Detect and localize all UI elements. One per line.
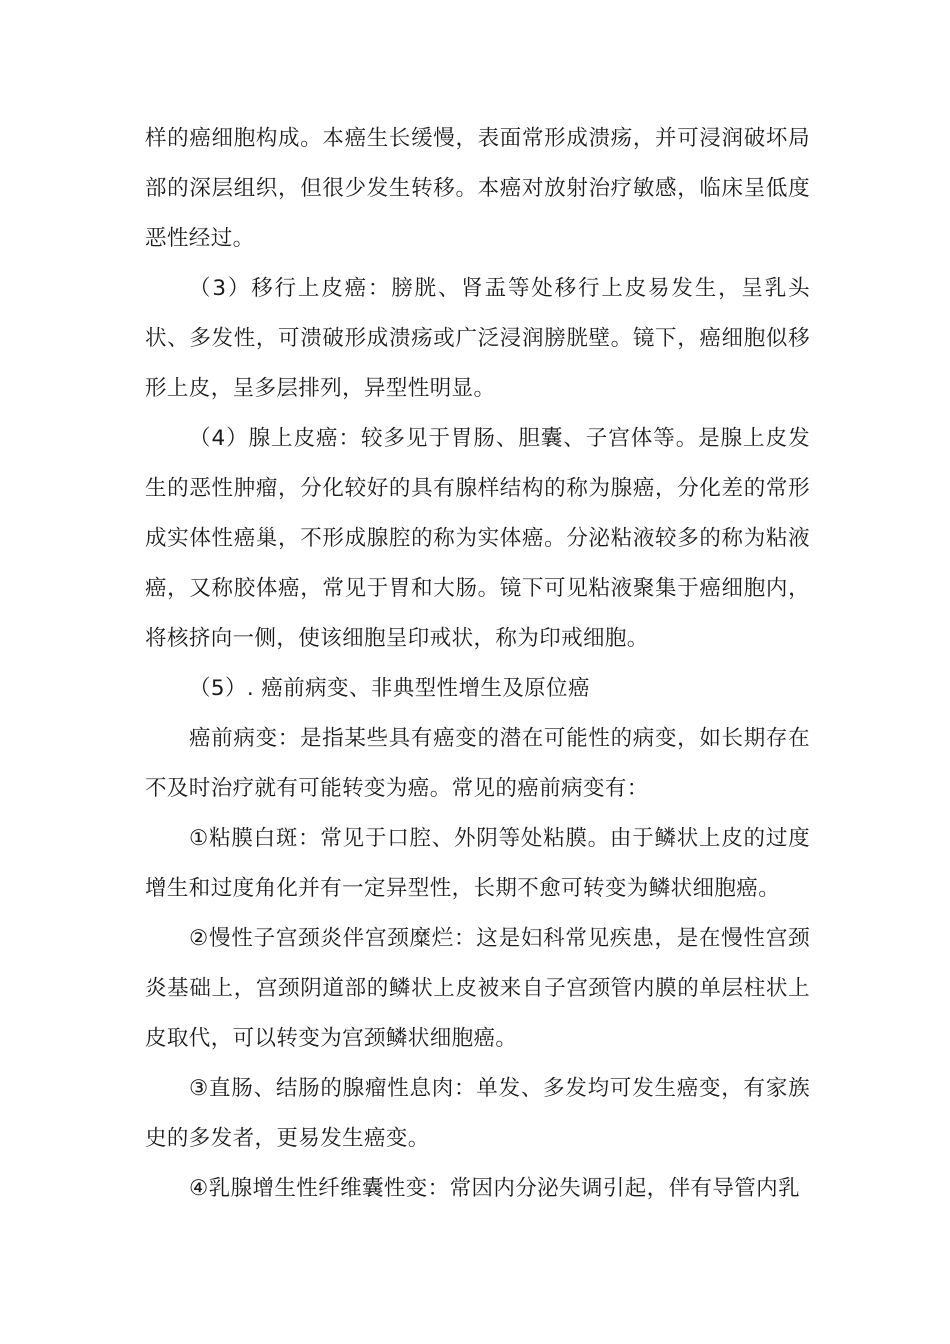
paragraph-adenocarcinoma: （4）腺上皮癌：较多见于胃肠、胆囊、子宫体等。是腺上皮发生的恶性肿瘤，分化较好的具有腺样结构的称为腺癌，分化差的常形成实体性癌巢，不形成腺腔的称为实体癌。分泌粘液较多的称为粘液癌，又称胶体癌，常见于胃和大肠。镜下可见粘液聚集于癌细胞内，将核挤向一侧，使该细胞呈印戒状，称为印戒细胞。 <box>145 426 810 651</box>
paragraph-transitional-cell-carcinoma: （3）移行上皮癌：膀胱、肾盂等处移行上皮易发生，呈乳头状、多发性，可溃破形成溃疡或广泛浸润膀胱壁。镜下，癌细胞似移形上皮，呈多层排列，异型性明显。 <box>145 276 810 401</box>
list-item-adenomatous-polyp: ③直肠、结肠的腺瘤性息肉：单发、多发均可发生癌变，有家族史的多发者，更易发生癌变。 <box>145 1076 810 1151</box>
list-item-leukoplakia: ①粘膜白斑：常见于口腔、外阴等处粘膜。由于鳞状上皮的过度增生和过度角化并有一定异型性，长期不愈可转变为鳞状细胞癌。 <box>145 826 810 901</box>
document-body <box>145 114 810 1214</box>
section-heading-precancerous: （5）. 癌前病变、非典型性增生及原位癌 <box>189 676 590 701</box>
list-item-cervicitis: ②慢性子宫颈炎伴宫颈糜烂：这是妇科常见疾患，是在慢性宫颈炎基础上，宫颈阴道部的鳞状上皮被来自子宫颈管内膜的单层柱状上皮取代，可以转变为宫颈鳞状细胞癌。 <box>145 926 810 1051</box>
list-item-breast-fibrocystic: ④乳腺增生性纤维囊性变：常因内分泌失调引起，伴有导管内乳 <box>189 1176 800 1201</box>
paragraph-continuation: 样的癌细胞构成。本癌生长缓慢，表面常形成溃疡，并可浸润破坏局部的深层组织，但很少发生转移。本癌对放射治疗敏感，临床呈低度恶性经过。 <box>145 126 810 251</box>
paragraph-precancerous-definition: 癌前病变：是指某些具有癌变的潜在可能性的病变，如长期存在不及时治疗就有可能转变为癌。常见的癌前病变有： <box>145 726 810 801</box>
